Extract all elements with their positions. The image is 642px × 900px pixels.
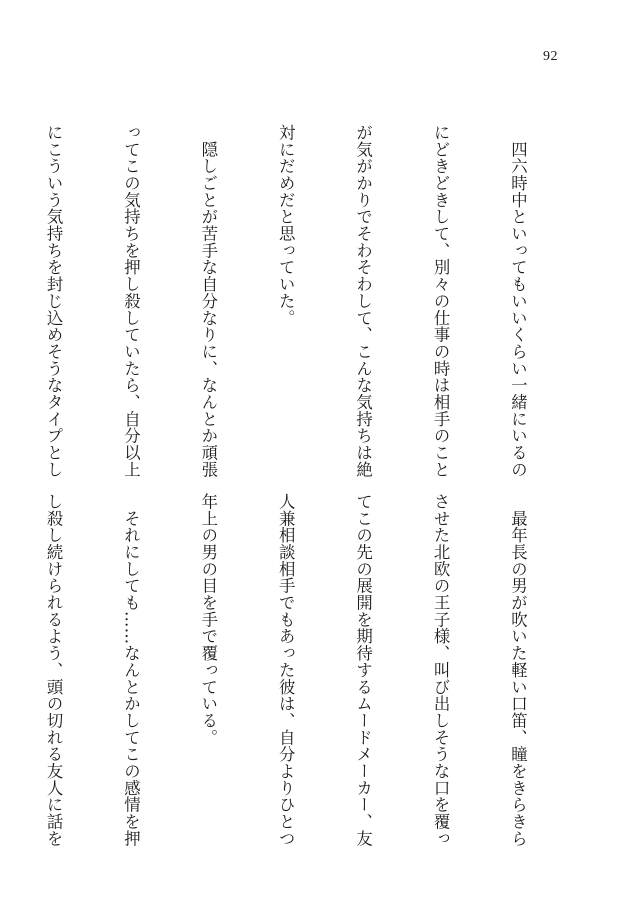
text-line: させた北欧の王子様、叫び出しそうな口を覆っ [431, 493, 451, 847]
text-line: てこの先の展開を期待するムードメーカー、友 [353, 493, 373, 847]
text-line: が気がかりでそわそわして、こんな気持ちは絶 [353, 124, 373, 478]
text-line: 対にだめだと思っていた。 [276, 124, 296, 327]
text-line: それにしても……なんとかしてこの感情を押 [121, 493, 141, 847]
text-line: 最年長の男が吹いた軽い口笛、瞳をきらきら [508, 493, 528, 847]
text-line: し殺し続けられるよう、頭の切れる友人に話を [44, 493, 64, 847]
page-number: 92 [543, 49, 558, 64]
text-line: 年上の男の目を手で覆っている。 [198, 493, 218, 746]
text-line: 四六時中といってもいいくらい一緒にいるの [508, 124, 528, 478]
text-line: ってこの気持ちを押し殺していたら、自分以上 [121, 124, 141, 478]
text-line: 人兼相談相手でもあった彼は、自分よりひとつ [276, 493, 296, 847]
text-line: にどきどきして、別々の仕事の時は相手のこと [431, 124, 451, 478]
text-line: 隠しごとが苦手な自分なりに、なんとか頑張 [198, 124, 218, 478]
text-block-top [0, 124, 582, 499]
text-line: にこういう気持ちを封じ込めそうなタイプとし [44, 124, 64, 478]
text-block-bottom [0, 493, 582, 868]
